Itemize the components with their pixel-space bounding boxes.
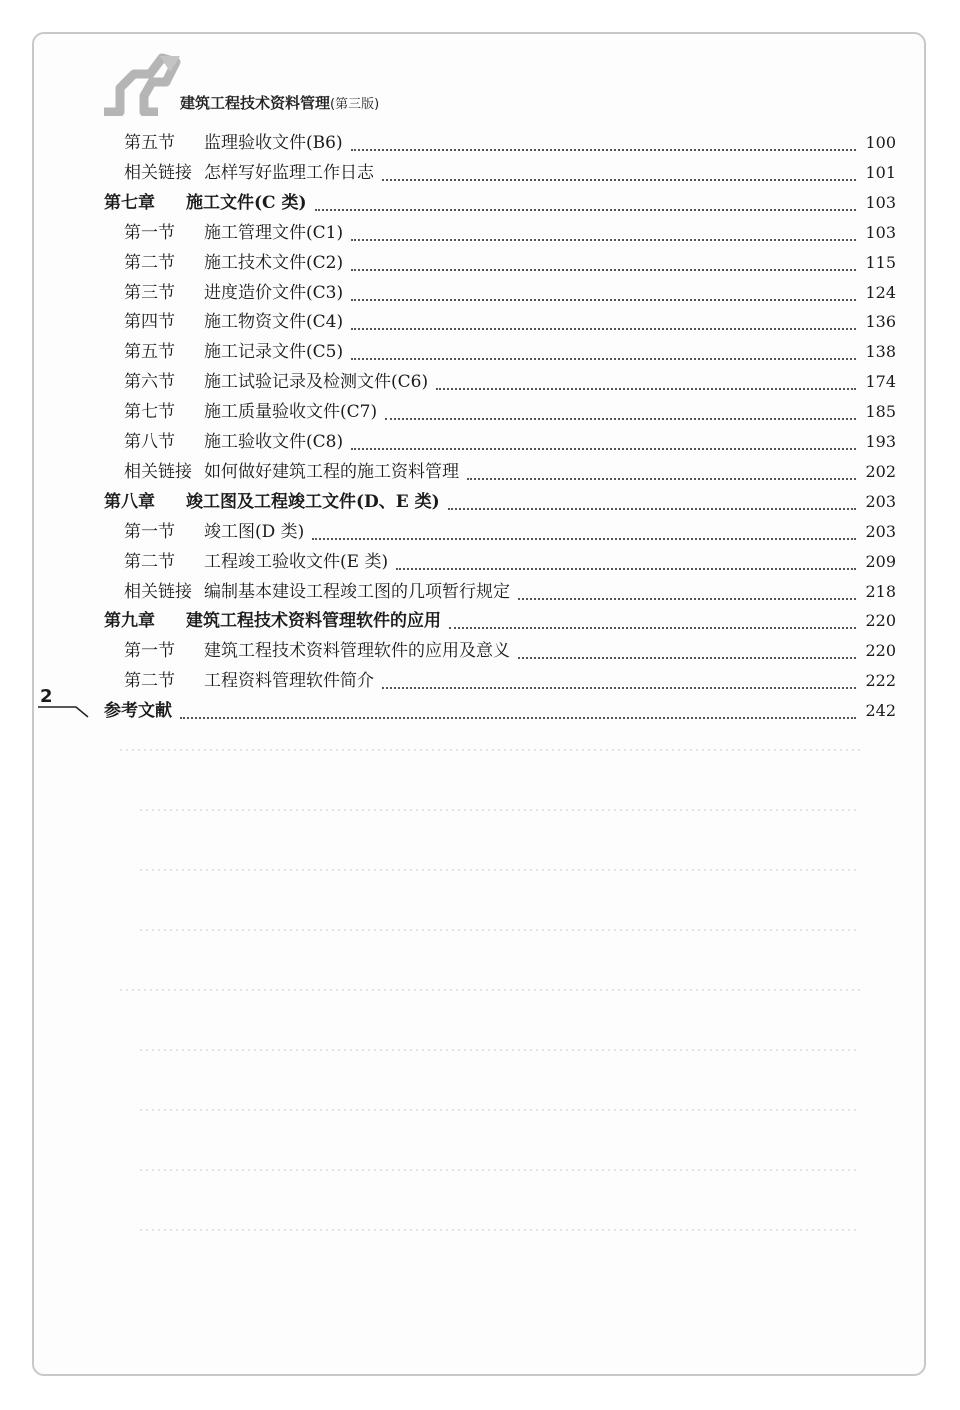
toc-entry-title: 如何做好建筑工程的施工资料管理 — [204, 461, 459, 482]
toc-entry-number: 第五节 — [124, 342, 175, 363]
toc-page-number: 218 — [865, 581, 896, 601]
toc-leader-dots — [180, 717, 856, 719]
toc-page-number: 193 — [865, 432, 896, 451]
toc-section-row — [0, 337, 960, 367]
toc-section-row — [0, 577, 960, 607]
toc-page-number: 138 — [865, 342, 896, 362]
toc-chapter-row — [0, 188, 960, 218]
toc-leader-dots — [396, 568, 856, 570]
toc-leader-dots — [351, 269, 856, 271]
page-number-underline — [38, 706, 90, 718]
toc-section-row — [0, 547, 960, 577]
toc-page-number: 103 — [865, 222, 896, 242]
toc-page-number: 242 — [865, 701, 896, 721]
toc-page-number: 203 — [865, 491, 896, 511]
toc-entry-title: 施工质量验收文件(C7) — [204, 402, 378, 423]
toc-section-row — [0, 636, 960, 666]
toc-entry-number: 第七章 — [104, 192, 155, 213]
toc-entry-number: 第六节 — [124, 372, 175, 393]
toc-leader-dots — [351, 149, 856, 151]
toc-section-row — [0, 427, 960, 457]
toc-chapter-row — [0, 487, 960, 517]
toc-leader-dots — [351, 299, 856, 301]
toc-entry-title: 施工物资文件(C4) — [204, 312, 344, 333]
toc-entry-number: 相关链接 — [124, 162, 192, 183]
toc-entry-number: 第五节 — [124, 133, 175, 153]
toc-section-row — [0, 367, 960, 397]
toc-leader-dots — [448, 508, 856, 510]
toc-page-number: 202 — [865, 461, 896, 481]
toc-entry-number: 相关链接 — [124, 461, 192, 482]
toc-entry-number: 相关链接 — [124, 581, 192, 602]
toc-entry-title: 施工记录文件(C5) — [204, 342, 344, 363]
toc-page-number: 185 — [865, 402, 896, 422]
toc-entry-number: 第八章 — [104, 491, 155, 512]
edition-label: (第三版) — [330, 97, 380, 112]
toc-leader-dots — [351, 239, 856, 241]
toc-chapter-row — [0, 696, 960, 726]
toc-entry-title: 建筑工程技术资料管理软件的应用及意义 — [204, 641, 510, 662]
toc-entry-number: 第二节 — [124, 252, 175, 273]
toc-leader-dots — [351, 328, 856, 330]
toc-section-row — [0, 457, 960, 487]
toc-section-row — [0, 307, 960, 337]
toc-entry-title: 建筑工程技术资料管理软件的应用 — [186, 611, 441, 632]
toc-leader-dots — [518, 657, 856, 659]
toc-chapter-row — [0, 606, 960, 636]
toc-page-number: 203 — [865, 521, 896, 541]
toc-page-number: 115 — [865, 252, 896, 272]
toc-leader-dots — [382, 687, 856, 689]
toc-entry-title: 工程竣工验收文件(E 类) — [204, 551, 389, 572]
toc-page-number: 220 — [865, 641, 896, 661]
toc-section-row — [0, 397, 960, 427]
toc-page-number: 222 — [865, 671, 896, 691]
toc-entry-number: 第二节 — [124, 551, 175, 572]
builder-logo-icon — [100, 52, 184, 116]
toc-entry-title: 竣工图(D 类) — [204, 521, 305, 542]
toc-entry-number: 第二节 — [124, 671, 175, 692]
toc-entry-number: 第四节 — [124, 312, 175, 333]
toc-section-row — [0, 128, 960, 158]
toc-leader-dots — [315, 209, 856, 211]
toc-section-row — [0, 248, 960, 278]
toc-section-row — [0, 666, 960, 696]
toc-entry-title: 监理验收文件(B6) — [204, 133, 343, 153]
toc-entry-title: 工程资料管理软件简介 — [204, 671, 374, 692]
toc-entry-number: 第一节 — [124, 641, 175, 662]
toc-page-number: 220 — [865, 611, 896, 631]
toc-page-number: 136 — [865, 312, 896, 332]
toc-page-number: 124 — [865, 282, 896, 302]
toc-leader-dots — [351, 448, 856, 450]
toc-leader-dots — [436, 388, 856, 390]
toc-leader-dots — [449, 627, 856, 629]
toc-leader-dots — [382, 179, 856, 181]
toc-section-row — [0, 517, 960, 547]
toc-entry-number: 第一节 — [124, 222, 175, 243]
toc-section-row — [0, 158, 960, 188]
toc-entry-title: 施工技术文件(C2) — [204, 252, 344, 273]
toc-entry-title: 施工验收文件(C8) — [204, 432, 344, 452]
book-header — [180, 92, 379, 113]
toc-entry-number: 第七节 — [124, 402, 175, 423]
toc-entry-number: 第八节 — [124, 432, 175, 452]
toc-entry-number: 第一节 — [124, 521, 175, 542]
toc-page-number: 209 — [865, 551, 896, 571]
toc-page-number: 101 — [865, 162, 896, 182]
toc-leader-dots — [385, 418, 856, 420]
toc-entry-number: 参考文献 — [104, 701, 172, 722]
toc-entry-title: 施工文件(C 类) — [186, 192, 307, 213]
page-number: 2 — [40, 686, 53, 707]
toc-entry-title: 编制基本建设工程竣工图的几项暂行规定 — [204, 581, 510, 602]
toc-page-number: 174 — [865, 372, 896, 392]
toc-entry-title: 施工管理文件(C1) — [204, 222, 344, 243]
toc-entry-number: 第三节 — [124, 282, 175, 303]
toc-section-row — [0, 218, 960, 248]
toc-page-number: 103 — [865, 192, 896, 212]
toc-leader-dots — [351, 358, 856, 360]
book-title: 建筑工程技术资料管理 — [180, 94, 331, 112]
toc-entry-title: 竣工图及工程竣工文件(D、E 类) — [186, 491, 440, 512]
toc-leader-dots — [467, 478, 856, 480]
toc-leader-dots — [518, 598, 856, 600]
toc-entry-title: 进度造价文件(C3) — [204, 282, 344, 303]
toc-section-row — [0, 278, 960, 308]
toc-entry-title: 施工试验记录及检测文件(C6) — [204, 372, 429, 393]
toc-entry-title: 怎样写好监理工作日志 — [204, 162, 374, 183]
toc-leader-dots — [312, 538, 856, 540]
toc-page-number: 100 — [865, 133, 896, 152]
toc-entry-number: 第九章 — [104, 611, 155, 632]
